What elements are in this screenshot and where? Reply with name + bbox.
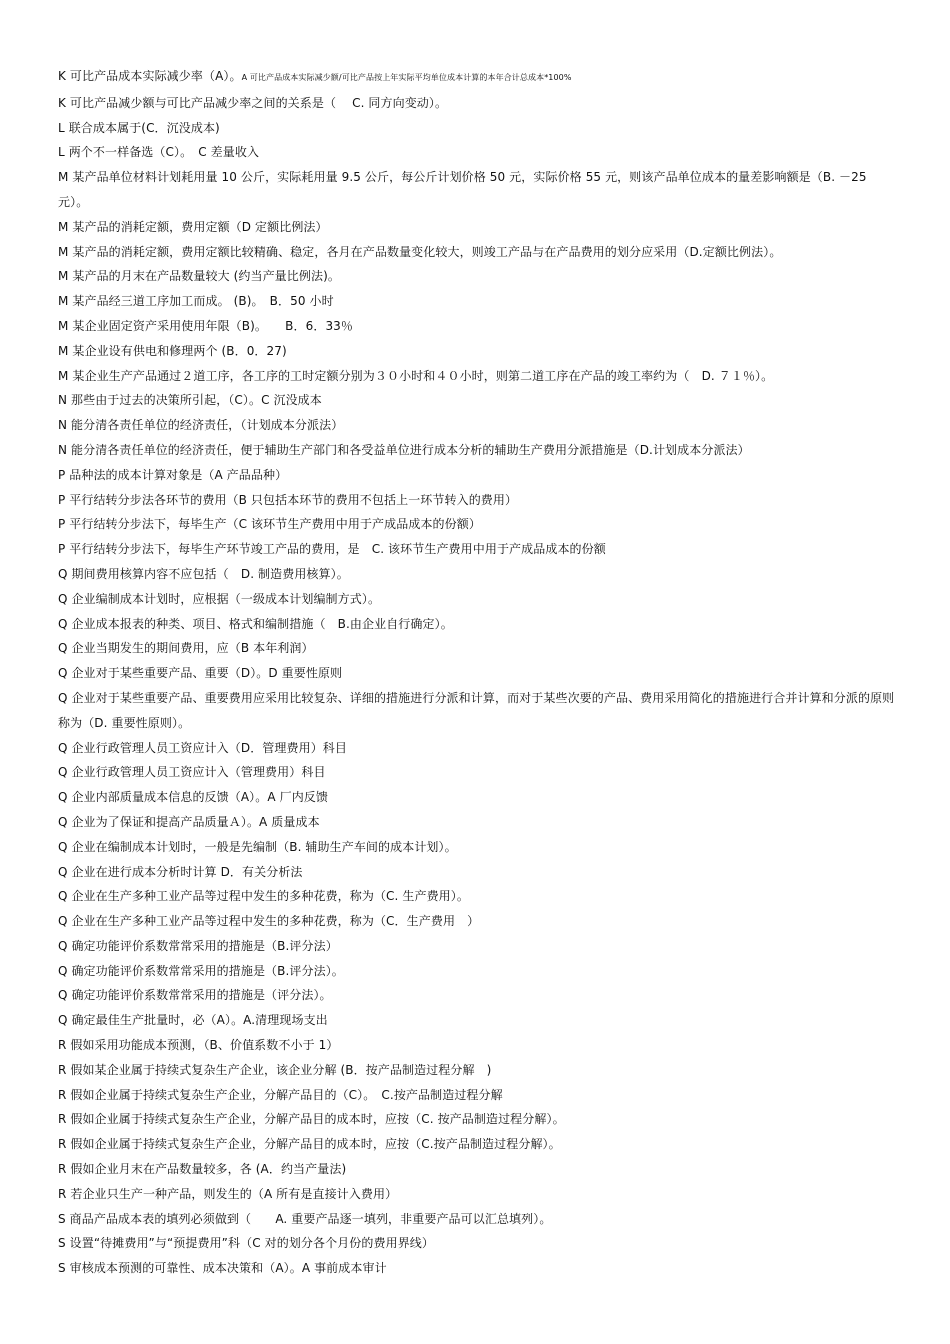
- line-text: P 平行结转分步法下，每毕生产（C 该环节生产费用中用于产成品成本的份额）: [58, 517, 481, 532]
- line-text: R 假如企业属于持续式复杂生产企业，分解产品目的成本时，应按（C. 按产品制造过程分解）。: [58, 1112, 565, 1127]
- text-line: [58, 116, 898, 141]
- text-line: [58, 91, 898, 116]
- line-text: M 某企业生产产品通过２道工序，各工序的工时定额分别为３０小时和４０小时，则第二道工序在产品的竣工率约为（ D. ７１％）。: [58, 368, 774, 383]
- text-line: [58, 240, 898, 265]
- line-text: M 某企业设有供电和修理两个 (B．0．27): [58, 343, 287, 358]
- text-line: [58, 1107, 898, 1132]
- line-text: Q 确定最佳生产批量时，必（A）。A.清理现场支出: [58, 1013, 328, 1028]
- text-line: [58, 884, 898, 909]
- line-text: Q 企业在进行成本分析时计算 D．有关分析法: [58, 864, 303, 879]
- text-line: [58, 438, 898, 463]
- text-line: [58, 264, 898, 289]
- text-line: [58, 1132, 898, 1157]
- line-text: Q 确定功能评价系数常常采用的措施是（B.评分法）。: [58, 963, 344, 978]
- text-line: [58, 909, 898, 934]
- text-line: [58, 364, 898, 389]
- line-text: Q 企业在生产多种工业产品等过程中发生的多种花费，称为（C. 生产费用）。: [58, 889, 469, 904]
- line-text: S 审核成本预测的可靠性、成本决策和（A）。A 事前成本审计: [58, 1261, 387, 1276]
- line-text: N 那些由于过去的决策所引起，（C）。C 沉没成本: [58, 393, 322, 408]
- text-line: [58, 562, 898, 587]
- text-line: [58, 512, 898, 537]
- text-line: [58, 215, 898, 240]
- line-text: P 平行结转分步法下，每毕生产环节竣工产品的费用，是 C. 该环节生产费用中用于产成品成本的份额: [58, 542, 606, 557]
- line-note-small: A 可比产品成本实际减少额/可比产品按上年实际平均单位成本计算的本年合计总成本*100%: [241, 73, 572, 82]
- text-line: [58, 835, 898, 860]
- line-text: M 某企业固定资产采用使用年限（B)。 B．6．33％: [58, 318, 354, 333]
- line-text: Q 企业在生产多种工业产品等过程中发生的多种花费，称为（C．生产费用 ）: [58, 914, 480, 929]
- line-text: M 某产品的消耗定额，费用定额（D 定额比例法）: [58, 219, 328, 234]
- text-line: [58, 1182, 898, 1207]
- line-text: L 联合成本属于(C．沉没成本): [58, 120, 220, 135]
- text-line: [58, 339, 898, 364]
- text-line: [58, 736, 898, 761]
- line-text: K 可比产品成本实际减少率（A）。: [58, 69, 242, 83]
- line-text: Q 确定功能评价系数常常采用的措施是（B.评分法）: [58, 938, 338, 953]
- line-text: Q 企业内部质量成本信息的反馈（A）。A 厂内反馈: [58, 790, 328, 805]
- line-text: L 两个不一样备选（C）。 C 差量收入: [58, 145, 260, 160]
- line-text: R 假如企业属于持续式复杂生产企业，分解产品目的（C）。 C.按产品制造过程分解: [58, 1087, 503, 1102]
- text-line: [58, 661, 898, 686]
- text-line: [58, 587, 898, 612]
- line-text: M 某产品的消耗定额，费用定额比较精确、稳定，各月在产品数量变化较大，则竣工产品与在产品费用的划分应采用（D.定额比例法）。: [58, 244, 782, 259]
- text-line: [58, 1231, 898, 1256]
- line-text: R 假如某企业属于持续式复杂生产企业，该企业分解 (B．按产品制造过程分解 ): [58, 1062, 492, 1077]
- line-text: Q 企业行政管理人员工资应计入（D．管理费用）科目: [58, 740, 348, 755]
- text-line: [58, 860, 898, 885]
- line-text: S 商品产品成本表的填列必须做到（ A. 重要产品逐一填列，非重要产品可以汇总填列）。: [58, 1211, 552, 1226]
- text-line: [58, 1256, 898, 1281]
- line-text: R 若企业只生产一种产品，则发生的（A 所有是直接计入费用）: [58, 1186, 398, 1201]
- line-text: Q 企业当期发生的期间费用，应（B 本年利润）: [58, 641, 314, 656]
- text-line: [58, 1008, 898, 1033]
- line-text: Q 企业对于某些重要产品、重要费用应采用比较复杂、详细的措施进行分派和计算，而对于某些次要的产品、费用采用简化的措施进行合并计算和分派的原则称为（D. 重要性原则）。: [58, 690, 895, 730]
- text-line: [58, 636, 898, 661]
- text-line: [58, 1157, 898, 1182]
- text-line: [58, 388, 898, 413]
- line-text: N 能分清各责任单位的经济责任，便于辅助生产部门和各受益单位进行成本分析的辅助生产费用分派措施是（D.计划成本分派法）: [58, 442, 750, 457]
- text-line: [58, 463, 898, 488]
- text-line: [58, 686, 898, 736]
- line-text: Q 企业行政管理人员工资应计入（管理费用）科目: [58, 765, 326, 780]
- text-line: [58, 64, 898, 91]
- line-text: Q 企业为了保证和提高产品质量Ａ）。A 质量成本: [58, 814, 320, 829]
- text-line: [58, 488, 898, 513]
- text-line: [58, 760, 898, 785]
- line-text: M 某产品单位材料计划耗用量 10 公斤，实际耗用量 9.5 公斤，每公斤计划价格 50 元，实际价格 55 元，则该产品单位成本的量差影响额是（B. －25 元）。: [58, 170, 867, 209]
- text-line: [58, 1083, 898, 1108]
- line-text: M 某产品的月末在产品数量较大 (约当产量比例法)。: [58, 269, 340, 284]
- text-line: [58, 289, 898, 314]
- text-line: [58, 934, 898, 959]
- line-text: Q 企业对于某些重要产品、重要（D）。D 重要性原则: [58, 666, 343, 681]
- line-text: Q 企业成本报表的种类、项目、格式和编制措施（ B.由企业自行确定）。: [58, 616, 453, 631]
- line-text: R 假如采用功能成本预测，（B、价值系数不小于 1）: [58, 1038, 339, 1053]
- line-text: K 可比产品减少额与可比产品减少率之间的关系是（ C. 同方向变动）。: [58, 95, 448, 110]
- line-text: Q 期间费用核算内容不应包括（ D. 制造费用核算）。: [58, 566, 349, 581]
- line-text: R 假如企业月末在产品数量较多，各 (A．约当产量法): [58, 1162, 347, 1177]
- text-line: [58, 1207, 898, 1232]
- line-text: P 品种法的成本计算对象是（A 产品品种）: [58, 467, 288, 482]
- line-text: Q 企业在编制成本计划时，一般是先编制（B. 辅助生产车间的成本计划）。: [58, 839, 457, 854]
- text-line: [58, 165, 898, 215]
- document-body: [58, 64, 898, 1281]
- line-text: M 某产品经三道工序加工而成。 (B)。 B．50 小时: [58, 294, 334, 309]
- text-line: [58, 413, 898, 438]
- line-text: P 平行结转分步法各环节的费用（B 只包括本环节的费用不包括上一环节转入的费用）: [58, 492, 518, 507]
- line-text: R 假如企业属于持续式复杂生产企业，分解产品目的成本时，应按（C.按产品制造过程分解）。: [58, 1137, 561, 1152]
- text-line: [58, 612, 898, 637]
- text-line: [58, 1058, 898, 1083]
- line-text: Q 企业编制成本计划时，应根据（一级成本计划编制方式）。: [58, 591, 381, 606]
- line-text: S 设置“待摊费用”与“预提费用”科（C 对的划分各个月份的费用界线）: [58, 1236, 434, 1251]
- text-line: [58, 959, 898, 984]
- text-line: [58, 537, 898, 562]
- line-text: N 能分清各责任单位的经济责任，（计划成本分派法）: [58, 418, 344, 433]
- text-line: [58, 983, 898, 1008]
- text-line: [58, 810, 898, 835]
- line-text: Q 确定功能评价系数常常采用的措施是（评分法）。: [58, 988, 332, 1003]
- text-line: [58, 1033, 898, 1058]
- text-line: [58, 140, 898, 165]
- text-line: [58, 314, 898, 339]
- text-line: [58, 785, 898, 810]
